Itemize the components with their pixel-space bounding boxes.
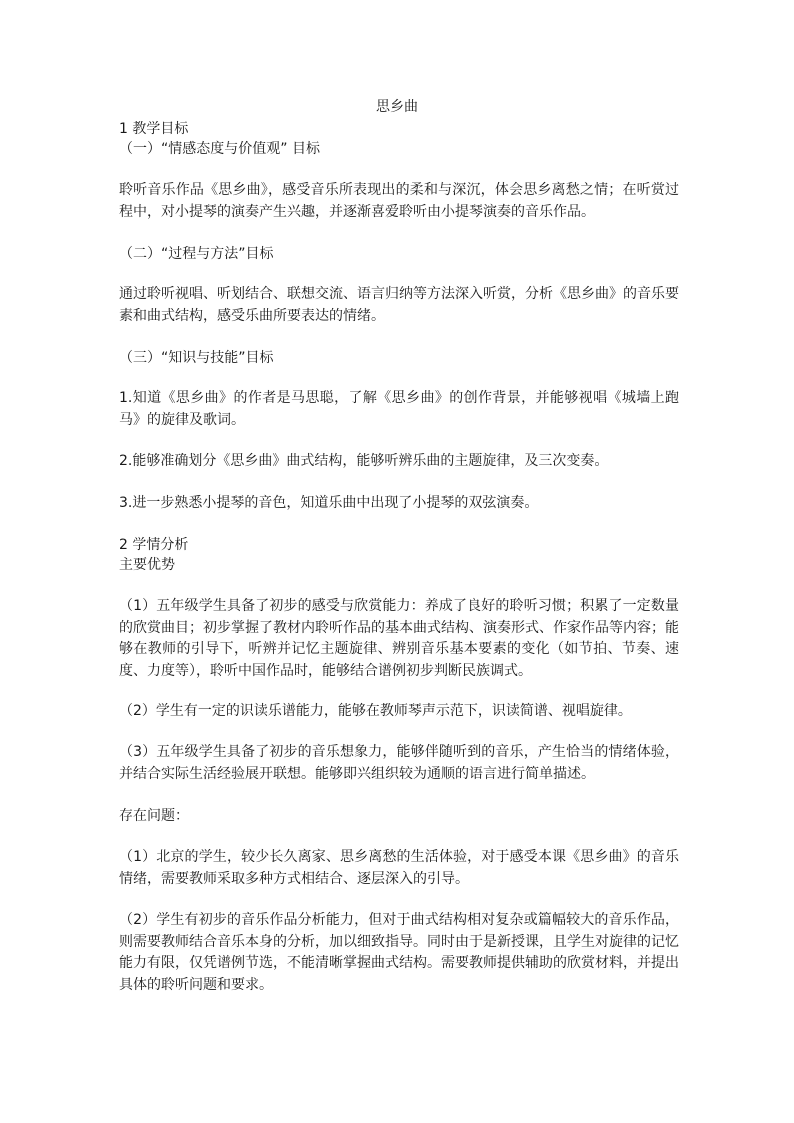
advantages-heading: 主要优势 [119, 557, 175, 573]
skill-item-1: 1.知道《思乡曲》的作者是马思聪，了解《思乡曲》的创作背景，并能够视唱《城墙上跑马》的旋律及歌词。 [119, 390, 679, 428]
advantage-item-3: （3）五年级学生具备了初步的音乐想象力，能够伴随听到的音乐，产生恰当的情绪体验，并结合实际生活经验展开联想。能够即兴组织较为通顺的语言进行简单描述。 [119, 744, 679, 782]
document-title: 思乡曲 [376, 99, 418, 115]
section-heading-learner-analysis: 2 学情分析 [119, 537, 189, 553]
section-heading-teaching-goals: 1 教学目标 [119, 121, 189, 137]
advantage-item-2: （2）学生有一定的识读乐谱能力，能够在教师琴声示范下，识读简谱、视唱旋律。 [119, 703, 632, 719]
goal-paragraph-process: 通过聆听视唱、听划结合、联想交流、语言归纳等方法深入听赏，分析《思乡曲》的音乐要素和曲式结构，感受乐曲所要表达的情绪。 [119, 286, 679, 324]
skill-item-3: 3.进一步熟悉小提琴的音色，知道乐曲中出现了小提琴的双弦演奏。 [119, 495, 539, 511]
skill-item-2: 2.能够准确划分《思乡曲》曲式结构，能够听辨乐曲的主题旋律，及三次变奏。 [119, 453, 609, 469]
goal-heading-process: （二）“过程与方法”目标 [119, 246, 274, 262]
goal-paragraph-attitude: 聆听音乐作品《思乡曲》，感受音乐所表现出的柔和与深沉，体会思乡离愁之情；在听赏过程中，对小提琴的演奏产生兴趣，并逐渐喜爱聆听由小提琴演奏的音乐作品。 [119, 182, 679, 220]
problem-item-1: （1）北京的学生，较少长久离家、思乡离愁的生活体验，对于感受本课《思乡曲》的音乐情绪，需要教师采取多种方式相结合、逐层深入的引导。 [119, 849, 679, 887]
goal-heading-attitude: （一）“情感态度与价值观” 目标 [119, 141, 320, 157]
goal-heading-skills: （三）“知识与技能”目标 [119, 350, 274, 366]
advantage-item-1: （1）五年级学生具备了初步的感受与欣赏能力：养成了良好的聆听习惯；积累了一定数量的欣赏曲目；初步掌握了教材内聆听作品的基本曲式结构、演奏形式、作家作品等内容；能够在教师的引导下，听辨并记忆主题旋律、辨别音乐基本要素的变化（如节拍、节奏、速度、力度等），聆听中国作品时，能够结合谱例初步判断民族调式。 [119, 598, 679, 679]
problem-item-2: （2）学生有初步的音乐作品分析能力，但对于曲式结构相对复杂或篇幅较大的音乐作品，则需要教师结合音乐本身的分析，加以细致指导。同时由于是新授课，且学生对旋律的记忆能力有限，仅凭谱例节选，不能清晰掌握曲式结构。需要教师提供辅助的欣赏材料，并提出具体的聆听问题和要求。 [119, 912, 679, 993]
problems-heading: 存在问题： [119, 808, 189, 824]
